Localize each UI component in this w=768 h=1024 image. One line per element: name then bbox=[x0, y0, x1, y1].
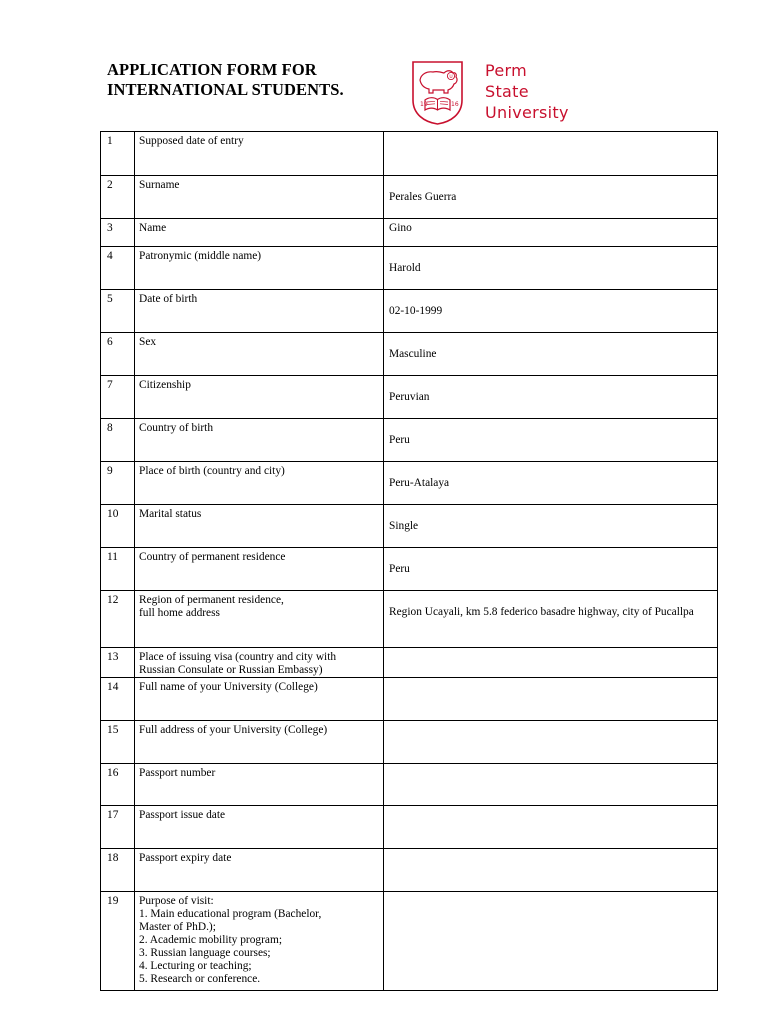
form-row-11 bbox=[101, 548, 718, 591]
field-label bbox=[135, 333, 384, 376]
field-label-line: Passport expiry date bbox=[139, 852, 232, 864]
row-number: 8 bbox=[101, 419, 135, 462]
field-label bbox=[135, 176, 384, 219]
row-number: 10 bbox=[101, 505, 135, 548]
university-name-line-1: Perm bbox=[485, 61, 528, 80]
form-row-15 bbox=[101, 721, 718, 764]
form-row-9 bbox=[101, 462, 718, 505]
row-number: 1 bbox=[101, 132, 135, 176]
university-name-line-2: State bbox=[485, 82, 529, 101]
field-value[interactable] bbox=[384, 806, 718, 849]
field-value[interactable] bbox=[384, 721, 718, 764]
field-label-line: Citizenship bbox=[139, 379, 191, 391]
form-row-5 bbox=[101, 290, 718, 333]
application-form-table bbox=[100, 131, 718, 991]
row-number: 16 bbox=[101, 764, 135, 806]
field-label bbox=[135, 290, 384, 333]
form-row-6 bbox=[101, 333, 718, 376]
field-label-line: 5. Research or conference. bbox=[139, 973, 261, 985]
field-label bbox=[135, 247, 384, 290]
row-number: 13 bbox=[101, 648, 135, 678]
field-value[interactable] bbox=[384, 548, 718, 591]
field-label-line: Country of birth bbox=[139, 422, 214, 434]
row-number: 12 bbox=[101, 591, 135, 648]
field-value[interactable] bbox=[384, 176, 718, 219]
crest-year-right: 16 bbox=[451, 101, 459, 108]
field-value[interactable] bbox=[384, 290, 718, 333]
field-label bbox=[135, 419, 384, 462]
row-number: 4 bbox=[101, 247, 135, 290]
field-value[interactable] bbox=[384, 764, 718, 806]
field-value[interactable] bbox=[384, 892, 718, 991]
crest-year-left: 19 bbox=[420, 101, 428, 108]
field-value[interactable] bbox=[384, 505, 718, 548]
field-label bbox=[135, 849, 384, 892]
field-value-text: Masculine bbox=[389, 348, 437, 360]
field-label-line: Region of permanent residence, bbox=[139, 594, 284, 606]
field-label bbox=[135, 462, 384, 505]
form-row-10 bbox=[101, 505, 718, 548]
field-label bbox=[135, 132, 384, 176]
form-row-13 bbox=[101, 648, 718, 678]
field-label-line: Full name of your University (College) bbox=[139, 681, 318, 693]
field-label bbox=[135, 678, 384, 721]
field-value[interactable] bbox=[384, 849, 718, 892]
field-value[interactable] bbox=[384, 219, 718, 247]
field-value[interactable] bbox=[384, 247, 718, 290]
field-value-text: Peru-Atalaya bbox=[389, 477, 450, 489]
row-number: 11 bbox=[101, 548, 135, 591]
field-label-line: Master of PhD.); bbox=[139, 921, 216, 933]
field-label-line: Place of birth (country and city) bbox=[139, 465, 285, 477]
field-label bbox=[135, 648, 384, 678]
field-label-line: Date of birth bbox=[139, 293, 198, 305]
field-label-line: 1. Main educational program (Bachelor, bbox=[139, 908, 322, 920]
field-label bbox=[135, 591, 384, 648]
field-value[interactable] bbox=[384, 333, 718, 376]
crest-badge-text: U bbox=[449, 74, 453, 80]
field-value[interactable] bbox=[384, 376, 718, 419]
form-row-14 bbox=[101, 678, 718, 721]
field-label bbox=[135, 764, 384, 806]
row-number: 6 bbox=[101, 333, 135, 376]
field-value-text: Gino bbox=[389, 222, 412, 234]
field-label-line: Russian Consulate or Russian Embassy) bbox=[139, 664, 323, 676]
row-number: 18 bbox=[101, 849, 135, 892]
field-label bbox=[135, 376, 384, 419]
field-value[interactable] bbox=[384, 678, 718, 721]
field-value-text: Harold bbox=[389, 262, 421, 274]
field-label-line: Surname bbox=[139, 179, 180, 191]
field-label-line: 3. Russian language courses; bbox=[139, 947, 271, 959]
field-value[interactable] bbox=[384, 419, 718, 462]
field-value[interactable] bbox=[384, 648, 718, 678]
row-number: 17 bbox=[101, 806, 135, 849]
field-label-line: Supposed date of entry bbox=[139, 135, 244, 147]
form-row-12 bbox=[101, 591, 718, 648]
row-number: 14 bbox=[101, 678, 135, 721]
field-label-line: Name bbox=[139, 222, 167, 234]
field-value[interactable] bbox=[384, 132, 718, 176]
university-logo bbox=[411, 60, 591, 128]
field-label-line: 4. Lecturing or teaching; bbox=[139, 960, 252, 972]
field-label bbox=[135, 548, 384, 591]
form-title-line-2: INTERNATIONAL STUDENTS. bbox=[107, 80, 344, 99]
field-label bbox=[135, 219, 384, 247]
university-name bbox=[485, 60, 569, 123]
field-label-line: Purpose of visit: bbox=[139, 895, 214, 907]
university-name-line-3: University bbox=[485, 103, 569, 122]
field-label-line: Patronymic (middle name) bbox=[139, 250, 262, 262]
field-label bbox=[135, 505, 384, 548]
form-row-2 bbox=[101, 176, 718, 219]
field-label-line: 2. Academic mobility program; bbox=[139, 934, 282, 946]
field-label-line: Sex bbox=[139, 336, 157, 348]
field-label-line: Place of issuing visa (country and city with bbox=[139, 651, 337, 663]
row-number: 15 bbox=[101, 721, 135, 764]
field-label bbox=[135, 721, 384, 764]
field-label-line: Passport issue date bbox=[139, 809, 226, 821]
form-row-1 bbox=[101, 132, 718, 176]
form-body bbox=[101, 132, 718, 991]
form-row-4 bbox=[101, 247, 718, 290]
form-title-line-1: APPLICATION FORM FOR bbox=[107, 60, 317, 79]
field-value-text: Region Ucayali, km 5.8 federico basadre highway, city of Pucallpa bbox=[389, 606, 694, 618]
field-value[interactable] bbox=[384, 591, 718, 648]
field-value[interactable] bbox=[384, 462, 718, 505]
row-number: 9 bbox=[101, 462, 135, 505]
field-value-text: Single bbox=[389, 520, 419, 532]
field-label-line: Country of permanent residence bbox=[139, 551, 286, 563]
field-value-text: Peru bbox=[389, 563, 410, 575]
field-value-text: Peruvian bbox=[389, 391, 430, 403]
form-row-8 bbox=[101, 419, 718, 462]
university-crest-icon bbox=[411, 60, 464, 126]
form-title bbox=[107, 60, 344, 100]
form-row-19 bbox=[101, 892, 718, 991]
field-value-text: 02-10-1999 bbox=[389, 305, 443, 317]
row-number: 19 bbox=[101, 892, 135, 991]
field-label bbox=[135, 806, 384, 849]
field-label bbox=[135, 892, 384, 991]
field-value-text: Peru bbox=[389, 434, 410, 446]
field-label-line: Full address of your University (College) bbox=[139, 724, 328, 736]
row-number: 2 bbox=[101, 176, 135, 219]
field-label-line: Passport number bbox=[139, 767, 216, 779]
row-number: 7 bbox=[101, 376, 135, 419]
form-row-17 bbox=[101, 806, 718, 849]
field-label-line: Marital status bbox=[139, 508, 202, 520]
row-number: 5 bbox=[101, 290, 135, 333]
form-row-3 bbox=[101, 219, 718, 247]
form-row-18 bbox=[101, 849, 718, 892]
row-number: 3 bbox=[101, 219, 135, 247]
field-label-line: full home address bbox=[139, 607, 220, 619]
form-row-16 bbox=[101, 764, 718, 806]
field-value-text: Perales Guerra bbox=[389, 191, 457, 203]
form-row-7 bbox=[101, 376, 718, 419]
